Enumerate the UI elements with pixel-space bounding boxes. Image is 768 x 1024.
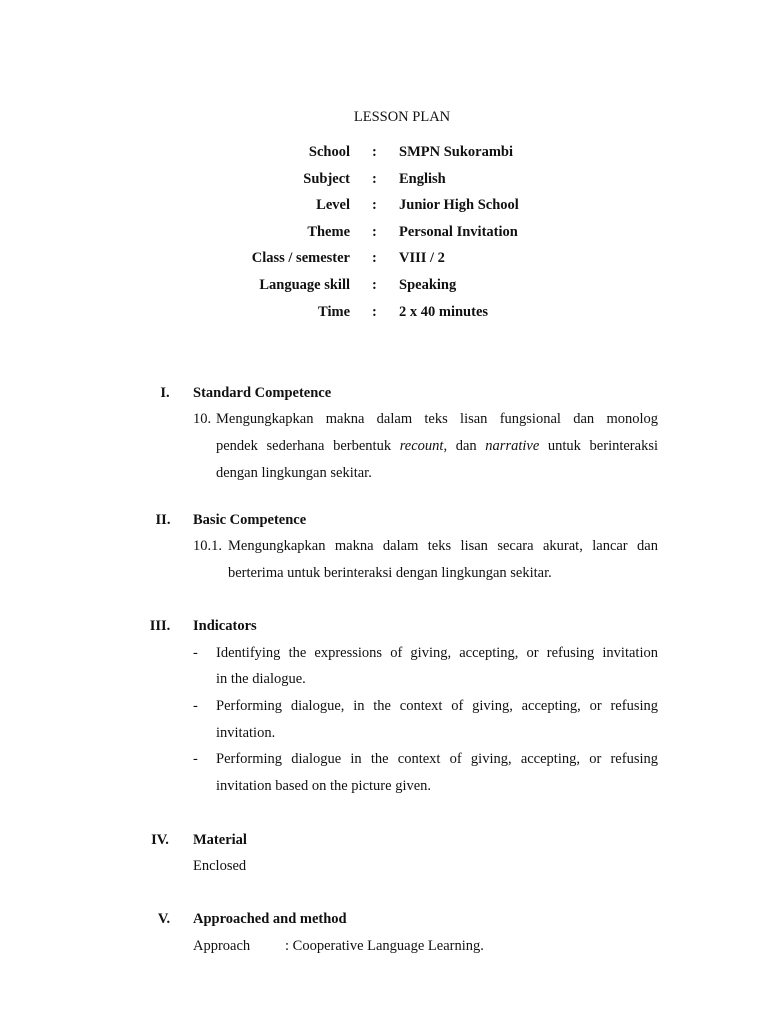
info-row-school	[0, 144, 768, 164]
info-label: Subject	[303, 171, 350, 187]
competence-text-line: Mengungkapkan makna dalam teks lisan secara akurat, lancar dan	[228, 538, 658, 554]
info-row-language-skill	[0, 277, 768, 297]
section-number: III.	[149, 618, 171, 634]
info-row-subject	[0, 171, 768, 191]
material-text: Enclosed	[193, 858, 247, 874]
document-title: LESSON PLAN	[353, 109, 451, 125]
info-colon: :	[372, 304, 377, 320]
competence-text-line: Mengungkapkan makna dalam teks lisan fungsional dan monolog	[216, 411, 658, 427]
text-segment: , dan	[443, 438, 486, 454]
indicator-line: Performing dialogue, in the context of giving, accepting, or refusing	[216, 698, 658, 714]
indicator-line: Performing dialogue in the context of giving, accepting, or refusing	[216, 751, 658, 767]
info-row-time	[0, 304, 768, 324]
info-label: Class / semester	[251, 250, 350, 266]
narrative-term: narrative	[485, 438, 540, 454]
section-number: V.	[157, 911, 171, 927]
info-value: VIII / 2	[399, 250, 445, 266]
info-row-theme	[0, 224, 768, 244]
recount-term: recount	[399, 438, 444, 454]
bullet-dash: -	[193, 698, 198, 714]
competence-number: 10.1.	[193, 538, 222, 554]
indicator-line: invitation based on the picture given.	[216, 778, 432, 794]
info-label: School	[308, 144, 350, 160]
section-number: II.	[155, 512, 171, 528]
competence-text-line: berterima untuk berinteraksi dengan lingkungan sekitar.	[228, 565, 552, 581]
section-number: IV.	[151, 832, 169, 848]
indicator-line: in the dialogue.	[216, 671, 306, 687]
info-colon: :	[372, 171, 377, 187]
indicator-line: invitation.	[216, 725, 276, 741]
info-colon: :	[372, 197, 377, 213]
info-colon: :	[372, 224, 377, 240]
info-value: Personal Invitation	[399, 224, 518, 240]
info-row-level	[0, 197, 768, 217]
bullet-dash: -	[193, 645, 198, 661]
info-value: Junior High School	[399, 197, 519, 213]
section-number: I.	[160, 385, 170, 401]
info-value: Speaking	[399, 277, 457, 293]
section-heading: Approached and method	[193, 911, 347, 927]
text-segment: untuk berinteraksi	[539, 438, 658, 454]
competence-number: 10.	[193, 411, 212, 427]
info-colon: :	[372, 277, 377, 293]
info-label: Language skill	[259, 277, 350, 293]
info-label: Level	[316, 197, 350, 213]
text-segment: pendek sederhana berbentuk	[216, 438, 400, 454]
section-heading: Basic Competence	[193, 512, 307, 528]
bullet-dash: -	[193, 751, 198, 767]
info-value: SMPN Sukorambi	[399, 144, 514, 160]
approach-label: Approach	[193, 938, 251, 954]
competence-text-line	[216, 438, 658, 455]
info-row-class-semester	[0, 250, 768, 270]
indicator-line: Identifying the expressions of giving, accepting, or refusing invitation	[216, 645, 658, 661]
info-value: 2 x 40 minutes	[399, 304, 489, 320]
section-heading: Indicators	[193, 618, 257, 634]
info-label: Time	[318, 304, 350, 320]
info-colon: :	[372, 144, 377, 160]
section-heading: Material	[193, 832, 247, 848]
approach-value: : Cooperative Language Learning.	[285, 938, 484, 954]
competence-text-line: dengan lingkungan sekitar.	[216, 465, 372, 481]
info-label: Theme	[307, 224, 350, 240]
info-colon: :	[372, 250, 377, 266]
info-value: English	[399, 171, 446, 187]
section-heading: Standard Competence	[193, 385, 332, 401]
